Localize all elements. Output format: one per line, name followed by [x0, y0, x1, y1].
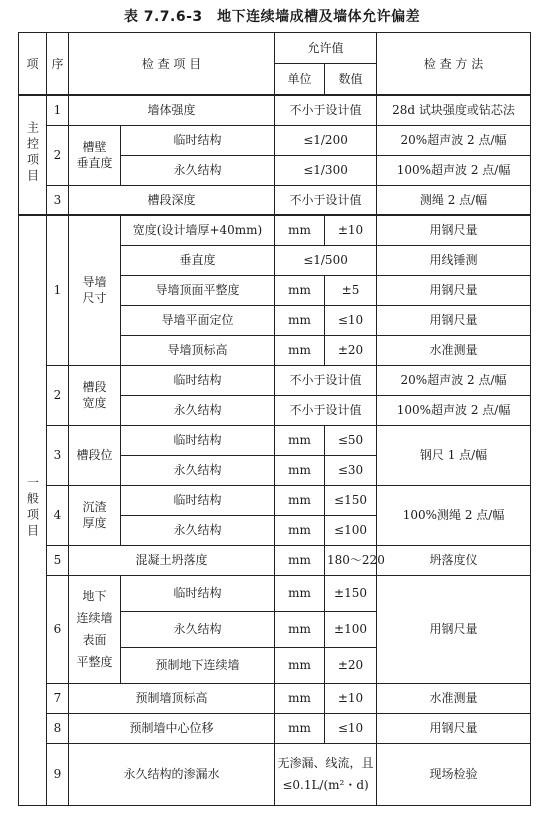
g6c-sub: 预制地下连续墙 [121, 647, 275, 683]
main-r2-group-line2: 垂直度 [76, 156, 113, 170]
tolerance-table [18, 32, 531, 806]
g1-r1-sub: 宽度(设计墙厚+40mm) [121, 215, 275, 245]
g1-r1-method: 用钢尺量 [377, 215, 531, 245]
main-r2b-value: ≤1/300 [275, 155, 377, 185]
main-r2a-value: ≤1/200 [275, 125, 377, 155]
g8-no: 8 [47, 713, 69, 743]
g2b-method: 100%超声波 2 点/幅 [377, 395, 531, 425]
g4a-value: ≤150 [325, 485, 377, 515]
g2b-value: 不小于设计值 [275, 395, 377, 425]
g2b-sub: 永久结构 [121, 395, 275, 425]
g6a-sub: 临时结构 [121, 575, 275, 611]
main-r2a-sub: 临时结构 [121, 125, 275, 155]
g6-no: 6 [47, 575, 69, 683]
g1-r5-unit: mm [275, 335, 325, 365]
g3a-unit: mm [275, 425, 325, 455]
main-r3-method: 测绳 2 点/幅 [377, 185, 531, 215]
g9-value [275, 743, 377, 805]
g1-no: 1 [47, 215, 69, 365]
header-allow: 允许值 [275, 33, 377, 64]
g6b-sub: 永久结构 [121, 611, 275, 647]
g1-r1-unit: mm [275, 215, 325, 245]
g2-group [69, 365, 121, 425]
g1-group [69, 215, 121, 365]
g1-r3-unit: mm [275, 275, 325, 305]
g4-method: 100%测绳 2 点/幅 [377, 485, 531, 545]
g6-group-line1: 地下 [82, 589, 107, 603]
general-category: 一般项目 [25, 476, 40, 541]
header-method: 检 查 方 法 [377, 33, 531, 96]
main-r3-item: 槽段深度 [69, 185, 275, 215]
g8-method: 用钢尺量 [377, 713, 531, 743]
g4-group-line1: 沉渣 [82, 500, 107, 514]
g5-no: 5 [47, 545, 69, 575]
g7-value: ±10 [325, 683, 377, 713]
g3b-unit: mm [275, 455, 325, 485]
main-r1-item: 墙体强度 [69, 95, 275, 125]
g6a-unit: mm [275, 575, 325, 611]
main-r2b-sub: 永久结构 [121, 155, 275, 185]
g4-group-line2: 厚度 [82, 516, 107, 530]
main-r2-group-line1: 槽壁 [82, 140, 107, 154]
g1-r4-unit: mm [275, 305, 325, 335]
g6c-value: ±20 [325, 647, 377, 683]
g1-r5-sub: 导墙顶标高 [121, 335, 275, 365]
g4-no: 4 [47, 485, 69, 545]
g9-value-line1: 无渗漏、线流，且 [277, 756, 374, 770]
g1-group-line1: 导墙 [82, 275, 107, 290]
g6a-value: ±150 [325, 575, 377, 611]
g1-r3-method: 用钢尺量 [377, 275, 531, 305]
g1-r4-sub: 导墙平面定位 [121, 305, 275, 335]
header-xu: 序 [47, 33, 69, 96]
g7-unit: mm [275, 683, 325, 713]
g8-value: ≤10 [325, 713, 377, 743]
main-category-cell [19, 95, 47, 215]
main-r2-group [69, 125, 121, 185]
g4b-unit: mm [275, 515, 325, 545]
g1-r4-method: 用钢尺量 [377, 305, 531, 335]
g1-r2-method: 用线锤测 [377, 245, 531, 275]
header-unit: 单位 [275, 64, 325, 96]
main-r1-method: 28d 试块强度或钻芯法 [377, 95, 531, 125]
g5-method: 坍落度仪 [377, 545, 531, 575]
g6-group [69, 575, 121, 683]
g6-group-line4: 平整度 [76, 655, 113, 669]
table-title: 表 7.7.6-3 地下连续墙成槽及墙体允许偏差 [123, 9, 421, 25]
g3a-value: ≤50 [325, 425, 377, 455]
g3-method: 钢尺 1 点/幅 [377, 425, 531, 485]
g4a-unit: mm [275, 485, 325, 515]
g5-item: 混凝土坍落度 [69, 545, 275, 575]
g7-item: 预制墙顶标高 [69, 683, 275, 713]
g8-item: 预制墙中心位移 [69, 713, 275, 743]
g6b-value: ±100 [325, 611, 377, 647]
g3b-value: ≤30 [325, 455, 377, 485]
g1-r2-sub: 垂直度 [121, 245, 275, 275]
g3b-sub: 永久结构 [121, 455, 275, 485]
main-r1-no: 1 [47, 95, 69, 125]
header-xiang: 项 [19, 33, 47, 96]
g2a-sub: 临时结构 [121, 365, 275, 395]
g7-no: 7 [47, 683, 69, 713]
g7-method: 水准测量 [377, 683, 531, 713]
g1-r4-value: ≤10 [325, 305, 377, 335]
g3-no: 3 [47, 425, 69, 485]
g2a-value: 不小于设计值 [275, 365, 377, 395]
g3-group: 槽段位 [69, 425, 121, 485]
main-r3-value: 不小于设计值 [275, 185, 377, 215]
main-r3-no: 3 [47, 185, 69, 215]
g6-group-line2: 连续墙 [76, 611, 113, 625]
g2-no: 2 [47, 365, 69, 425]
g2a-method: 20%超声波 2 点/幅 [377, 365, 531, 395]
g2-group-line1: 槽段 [82, 380, 107, 394]
g6-group-line3: 表面 [82, 633, 107, 647]
g3a-sub: 临时结构 [121, 425, 275, 455]
g4b-sub: 永久结构 [121, 515, 275, 545]
general-category-cell [19, 215, 47, 805]
g1-group-line2: 尺寸 [82, 291, 107, 306]
g4a-sub: 临时结构 [121, 485, 275, 515]
g9-value-line2: ≤0.1L/(m²・d) [282, 778, 369, 792]
g1-r1-value: ±10 [325, 215, 377, 245]
g9-no: 9 [47, 743, 69, 805]
g4-group [69, 485, 121, 545]
main-r2-no: 2 [47, 125, 69, 185]
g9-item: 永久结构的渗漏水 [69, 743, 275, 805]
main-category: 主控项目 [25, 121, 40, 185]
g6b-unit: mm [275, 611, 325, 647]
g1-r3-value: ±5 [325, 275, 377, 305]
header-item: 检 查 项 目 [69, 33, 275, 96]
g1-r5-method: 水准测量 [377, 335, 531, 365]
g8-unit: mm [275, 713, 325, 743]
g5-value: 180～220 [325, 545, 377, 575]
g1-r3-sub: 导墙顶面平整度 [121, 275, 275, 305]
g1-r5-value: ±20 [325, 335, 377, 365]
main-r2a-method: 20%超声波 2 点/幅 [377, 125, 531, 155]
g6-method: 用钢尺量 [377, 575, 531, 683]
g6c-unit: mm [275, 647, 325, 683]
g4b-value: ≤100 [325, 515, 377, 545]
g5-unit: mm [275, 545, 325, 575]
main-r2b-method: 100%超声波 2 点/幅 [377, 155, 531, 185]
g2-group-line2: 宽度 [82, 396, 107, 410]
g1-r2-value: ≤1/500 [275, 245, 377, 275]
main-r1-value: 不小于设计值 [275, 95, 377, 125]
header-value: 数值 [325, 64, 377, 96]
g9-method: 现场检验 [377, 743, 531, 805]
